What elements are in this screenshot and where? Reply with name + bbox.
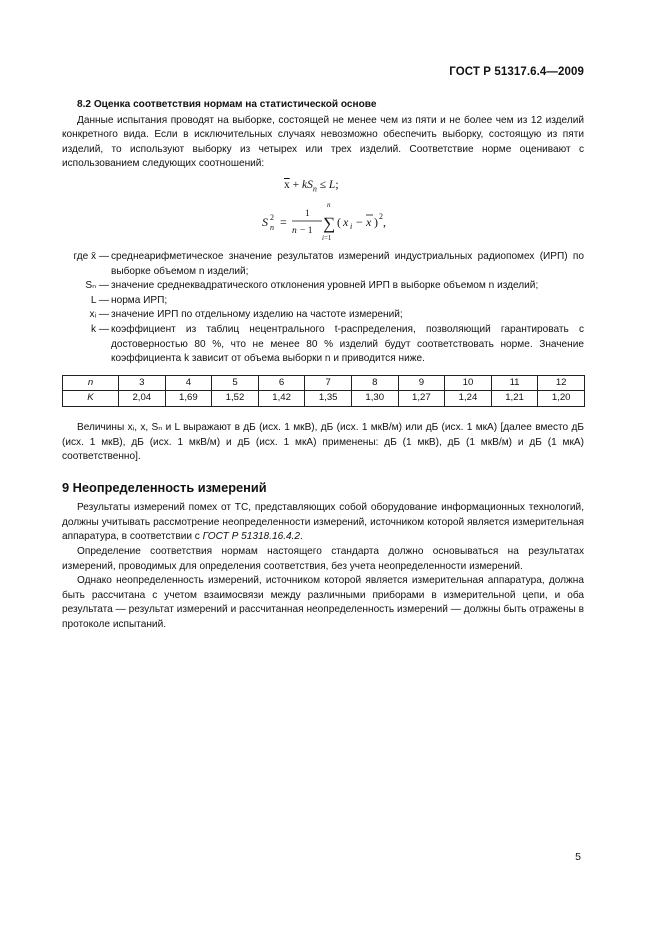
definition-symbol: xᵢ — [89, 309, 109, 321]
svg-text:−: − [356, 214, 363, 229]
definition-text: значение ИРП по отдельному изделию на частоте измерений; [111, 309, 403, 321]
section-paragraph [62, 501, 584, 545]
formula-svg [62, 200, 584, 244]
svg-text:n: n [327, 200, 331, 209]
definition-symbol: где x̄ — [73, 250, 109, 262]
definition-item [62, 279, 584, 294]
units-paragraph: Величины xᵢ, x, Sₙ и L выражают в дБ (исх. 1 мкВ), дБ (исх. 1 мкВ/м) или дБ (исх. 1 мкА) [далее вместо дБ (исх. 1 мкВ), дБ (исх. 1 мкВ/м) и дБ (исх. 1 мкА) применены: дБ (1 мкВ), дБ (1 мкВ/м) и дБ (1 мкА) соответственно]. [62, 421, 584, 463]
svg-text:(: ( [337, 214, 341, 229]
svg-text:− 1: − 1 [300, 225, 313, 236]
svg-text:=: = [280, 214, 287, 229]
svg-text:∑: ∑ [323, 213, 336, 233]
subsection-paragraph: Данные испытания проводят на выборке, состоящей не менее чем из пяти и не более чем из 12 изделий конкретного вида. Если в исключительных случаях невозможно обеспечить выборку, состоящую из пяти изделий, то используют выборку из четырех или трех изделий. Соответствие норме оценивают с использованием следующих соотношений: [62, 114, 584, 170]
table-cell: 4 [165, 375, 212, 391]
svg-text:,: , [383, 214, 386, 229]
svg-text:1: 1 [305, 208, 310, 219]
definition-item [62, 250, 584, 279]
table-cell: 1,21 [491, 391, 538, 407]
table-cell: 8 [351, 375, 398, 391]
definition-item [62, 323, 584, 367]
definition-text: значение среднеквадратического отклонения уровней ИРП в выборке объемом n изделий; [111, 280, 539, 292]
svg-text:2: 2 [270, 212, 274, 222]
definition-symbol: k — [91, 323, 109, 335]
table-cell: 3 [119, 375, 166, 391]
svg-text:): ) [374, 214, 378, 229]
table-cell: 1,27 [398, 391, 445, 407]
svg-text:2: 2 [379, 211, 383, 221]
svg-text:n: n [292, 225, 297, 236]
section-paragraph: Определение соответствия нормам настоящего стандарта должно основываться на результатах измерений, проводимых для определения соответствия, без учета неопределенности измерений. [62, 546, 584, 572]
formula-std-deviation [62, 200, 584, 244]
definition-item [62, 308, 584, 323]
table-cell: 1,35 [305, 391, 352, 407]
table-cell: K [63, 391, 119, 407]
section-paragraph: Однако неопределенность измерений, источником которой является измерительная аппаратура, должна быть рассчитана с учетом взаимосвязи между различными приборами в измерительной цепи, и оба результата — результат измерений и рассчитанная неопределенность измерений — должны быть отражены в протоколе испытаний. [62, 575, 584, 631]
paragraph-text: Результаты измерений помех от ТС, представляющих собой оборудование информационных технологий, должны учитывать рассмотрение неопределенности измерений, источником которой является измерительная аппаратура, в соответствии с [62, 502, 584, 543]
table-cell: 5 [212, 375, 259, 391]
table-row-n [63, 375, 585, 391]
table-cell: 1,52 [212, 391, 259, 407]
table-cell: 10 [445, 375, 492, 391]
definition-text: коэффициент из таблиц нецентрального t-распределения, позволяющий гарантировать с достоверностью 80 %, что не менее 80 % изделий будут соответствовать норме. Значение коэффициента k зависит от объема выборки n и приводится ниже. [111, 323, 584, 365]
svg-text:i: i [350, 221, 353, 231]
content-area [62, 98, 584, 633]
section-title: 9 Неопределенность измерений [62, 479, 267, 495]
table-cell: 1,30 [351, 391, 398, 407]
table-cell: 1,20 [538, 391, 585, 407]
table-cell: 1,69 [165, 391, 212, 407]
subsection-title: 8.2 Оценка соответствия нормам на статистической основе [77, 99, 377, 110]
definitions-list [62, 250, 584, 367]
table-cell: n [63, 375, 119, 391]
svg-text:x: x [366, 214, 372, 229]
svg-text:S: S [262, 214, 268, 229]
table-cell: 2,04 [119, 391, 166, 407]
definition-text: среднеарифметическое значение результатов измерений индустриальных радиопомех (ИРП) по выборке объемом n изделий; [111, 250, 584, 277]
standard-reference: ГОСТ Р 51318.16.4.2 [202, 531, 301, 543]
formula-inequality: $\overline{x} + kS_n \le L$; [284, 178, 339, 194]
page-number: 5 [575, 851, 581, 863]
table-cell: 11 [491, 375, 538, 391]
definition-symbol: L — [90, 294, 109, 306]
definition-text: норма ИРП; [111, 294, 168, 306]
table-cell: 1,42 [258, 391, 305, 407]
table-cell: 6 [258, 375, 305, 391]
paragraph-text-end: . [300, 531, 303, 543]
coefficient-table [62, 375, 585, 407]
table-cell: 1,24 [445, 391, 492, 407]
svg-text:n: n [270, 222, 274, 232]
table-cell: 12 [538, 375, 585, 391]
table-cell: 9 [398, 375, 445, 391]
svg-text:i=1: i=1 [322, 233, 332, 242]
definition-item [62, 294, 584, 309]
table-row-k [63, 391, 585, 407]
definition-symbol: Sₙ — [85, 280, 109, 292]
document-header: ГОСТ Р 51317.6.4—2009 [449, 66, 584, 78]
svg-text:x: x [343, 214, 349, 229]
table-cell: 7 [305, 375, 352, 391]
